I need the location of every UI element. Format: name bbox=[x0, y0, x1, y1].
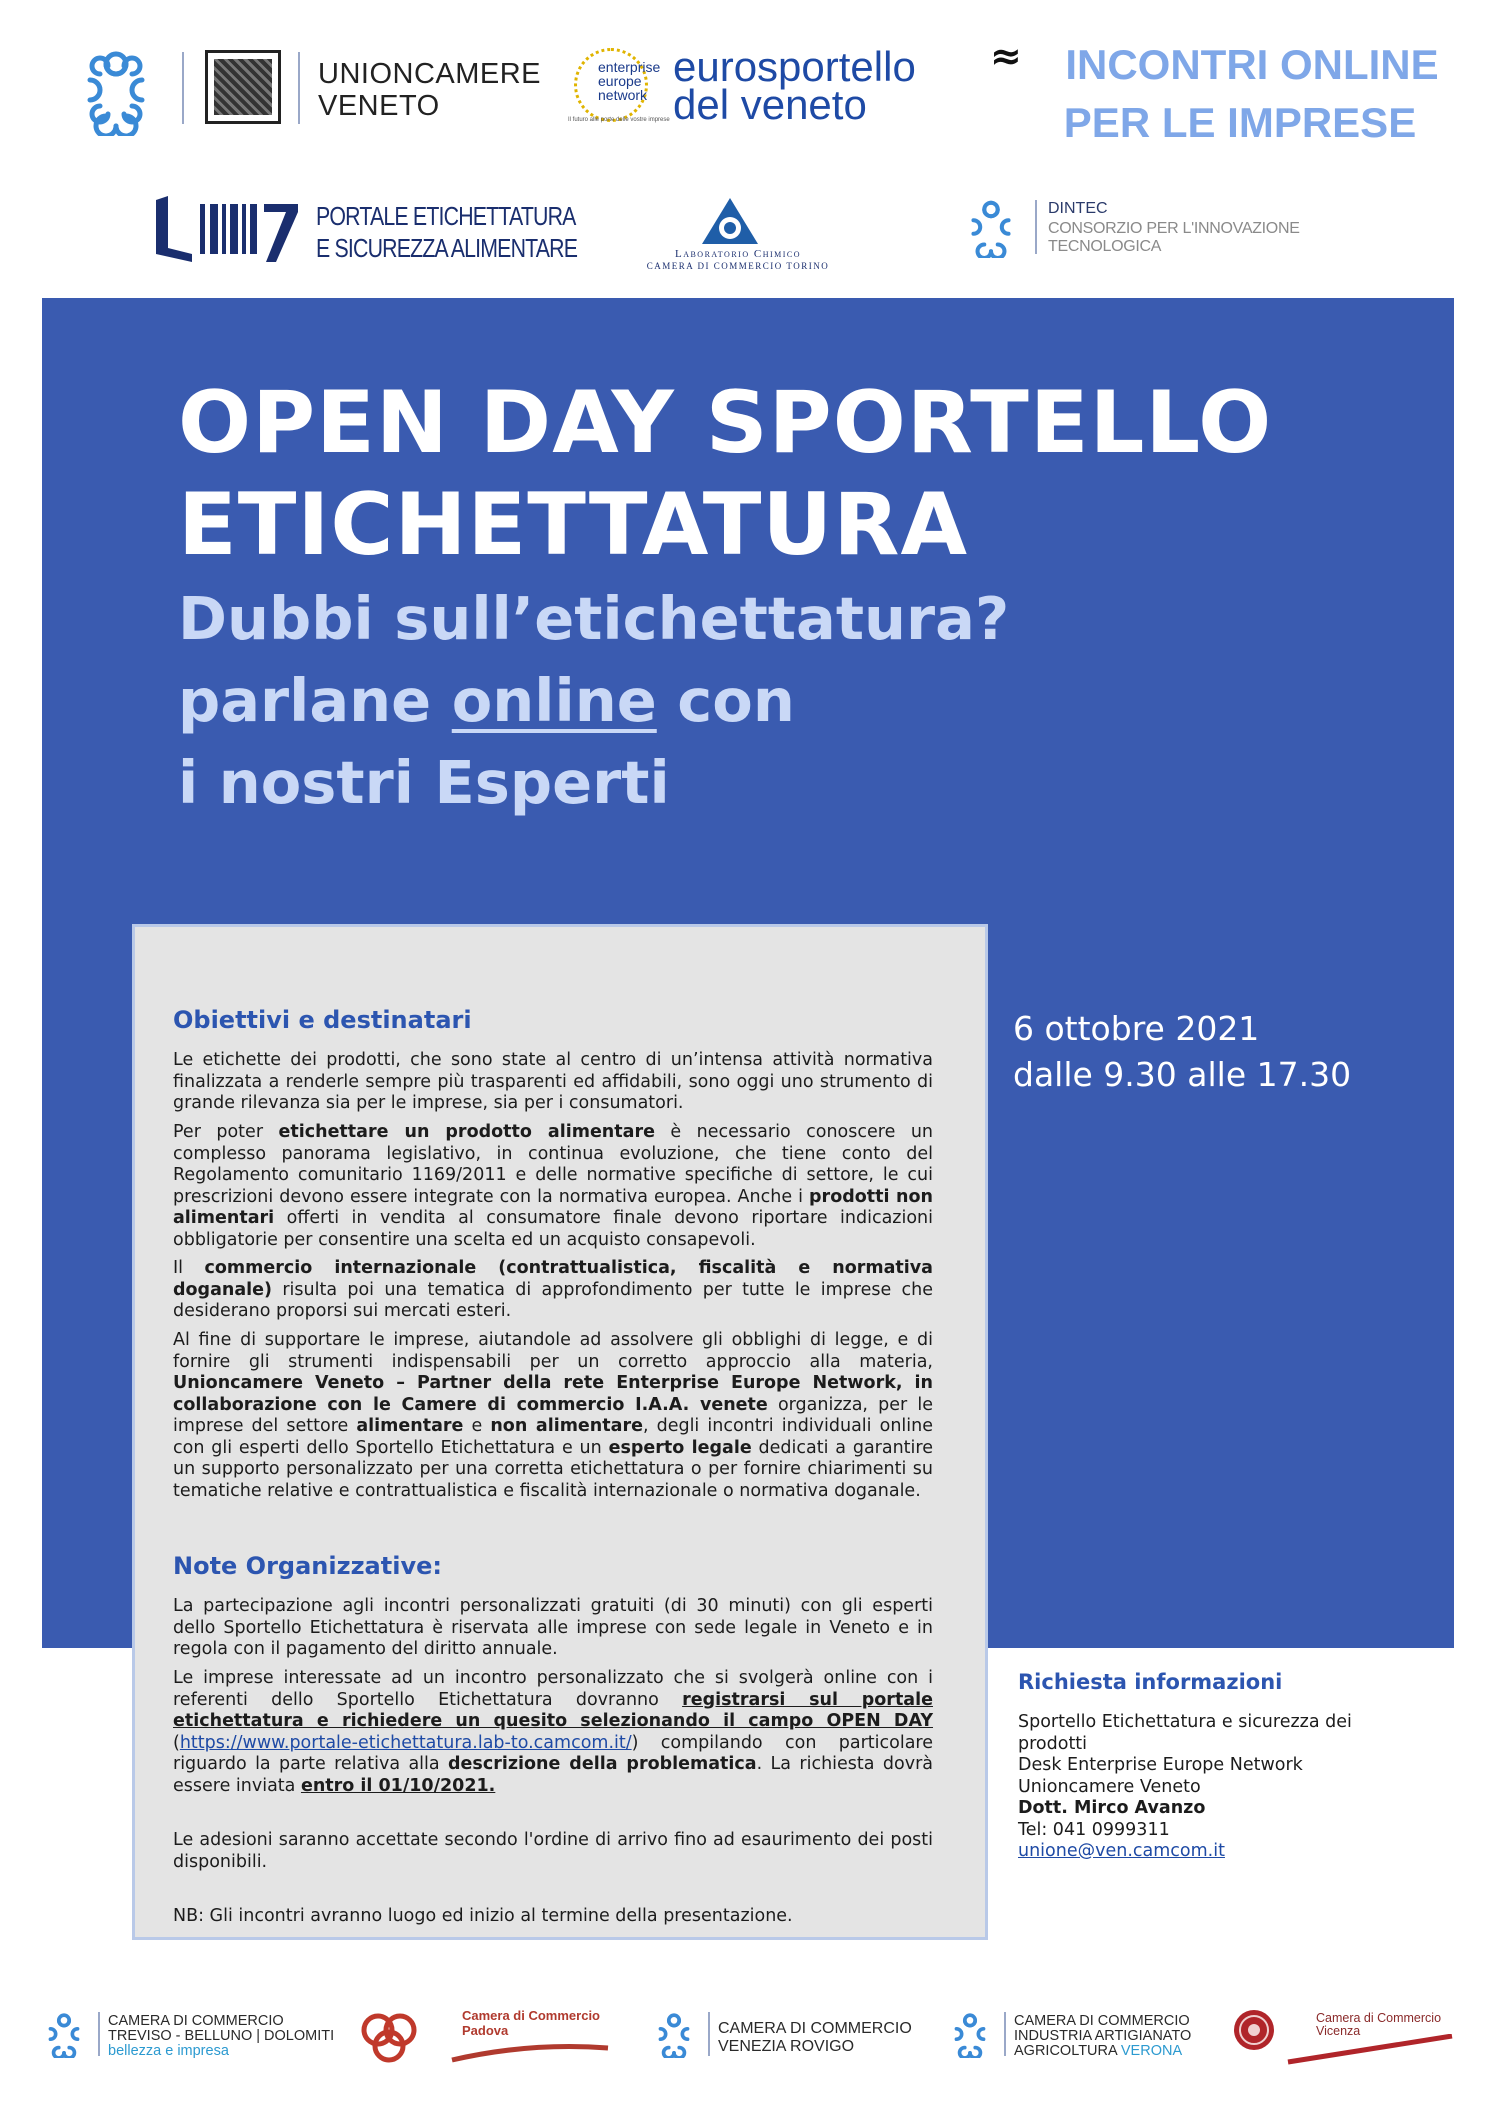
paragraph-text: dedicati a garantire un supporto personalizzato per una corretta etichettatura o per fornire chiarimenti su tematiche relative e contrattualistica e fiscalità internazionale o normativa doganale. bbox=[173, 1437, 933, 1501]
note-paragraph-1 bbox=[173, 1596, 933, 1661]
hero-subtitle bbox=[178, 578, 1378, 824]
paragraph-text: . La richiesta dovrà essere inviata bbox=[173, 1754, 933, 1796]
approx-wave-icon: ≈ bbox=[990, 34, 1022, 78]
verona-city: VERONA bbox=[1120, 2043, 1183, 2059]
venezia-swirl-icon bbox=[650, 2010, 698, 2058]
incontri-line1: INCONTRI ONLINE bbox=[1065, 41, 1439, 88]
title-line2: ETICHETTATURA bbox=[178, 475, 969, 575]
paragraph-text: Le adesioni saranno accettate secondo l'ordine di arrivo fino ad esaurimento dei posti disponibili. bbox=[173, 1830, 933, 1872]
contact-title: Richiesta informazioni bbox=[1018, 1670, 1283, 1694]
een-logo-text bbox=[598, 60, 660, 102]
bold-text: etichettare un prodotto alimentare bbox=[278, 1122, 655, 1142]
title-line1: OPEN DAY SPORTELLO bbox=[178, 373, 1273, 473]
padova-knot-icon bbox=[358, 2008, 420, 2064]
paragraph-text: La partecipazione agli incontri personalizzati gratuiti (di 30 minuti) con gli esperti dello Sportello Etichettatura è riservata alle imprese con sede legale in Veneto e in regola con il pagamento del diritto annuale. bbox=[173, 1596, 933, 1659]
paragraph-text: , degli incontri individuali online con gli esperti dello Sportello Etichettatura e un bbox=[173, 1416, 933, 1458]
dintec-subtitle bbox=[1048, 220, 1300, 256]
vicenza-swoosh-icon bbox=[1286, 2034, 1456, 2066]
verona-line3: AGRICOLTURA bbox=[1014, 2043, 1121, 2059]
treviso-line1: CAMERA DI COMMERCIO bbox=[108, 2013, 284, 2029]
contact-line: Unioncamere Veneto bbox=[1018, 1776, 1201, 1797]
paragraph-text: NB: Gli incontri avranno luogo ed inizio al termine della presentazione. bbox=[173, 1906, 793, 1926]
venezia-line1: CAMERA DI COMMERCIO bbox=[718, 2020, 912, 2037]
paragraph-text: è necessario conoscere un complesso panorama legislativo, in continua evoluzione, che tiene conto del Regolamento comunitario 1169/2011 e delle normative specifiche di settore, le cui prescrizioni devono essere integrate con la normativa europea. Anche i bbox=[173, 1122, 933, 1207]
incontri-line2: PER LE IMPRESE bbox=[1063, 99, 1417, 146]
event-date-time: dalle 9.30 alle 17.30 bbox=[1013, 1055, 1352, 1094]
portale-line2: E SICUREZZA ALIMENTARE bbox=[316, 233, 578, 263]
subtitle-text: parlane bbox=[178, 666, 452, 735]
section-title-note: Note Organizzative: bbox=[173, 1552, 442, 1580]
portale-etichettatura-logo-text bbox=[316, 200, 577, 264]
section-title-obiettivi: Obiettivi e destinatari bbox=[173, 1006, 472, 1034]
verona-line2: INDUSTRIA ARTIGIANATO bbox=[1014, 2028, 1192, 2044]
treviso-belluno-logo-text bbox=[108, 2014, 334, 2059]
logo-separator bbox=[98, 2012, 100, 2056]
bold-text: commercio internazionale (contrattualistica, fiscalità e normativa doganale) bbox=[173, 1258, 933, 1300]
page-title bbox=[178, 372, 1378, 576]
venezia-rovigo-logo-text bbox=[718, 2020, 912, 2056]
padova-line2: Padova bbox=[462, 2023, 509, 2038]
eurosportello-line2: del veneto bbox=[673, 81, 867, 128]
lion-of-st-mark-logo bbox=[205, 50, 281, 124]
subtitle-line1: Dubbi sull’etichettatura? bbox=[178, 584, 1010, 653]
unioncamere-line2: VENETO bbox=[318, 90, 440, 122]
subtitle-text: con bbox=[656, 666, 795, 735]
venezia-line2: VENEZIA ROVIGO bbox=[718, 2038, 855, 2055]
verona-line1: CAMERA DI COMMERCIO bbox=[1014, 2013, 1190, 2029]
laboratorio-chimico-logo-icon bbox=[700, 196, 760, 246]
note-paragraph-4 bbox=[173, 1906, 933, 1928]
obiettivi-paragraph-4 bbox=[173, 1330, 933, 1502]
register-instruction: registrarsi sul portale etichettatura e richiedere un quesito selezionando il campo OPEN DAY bbox=[173, 1689, 933, 1731]
treviso-line2: TREVISO - BELLUNO | DOLOMITI bbox=[108, 2028, 335, 2044]
een-line2: europe bbox=[598, 73, 642, 89]
subtitle-online-underlined: online bbox=[451, 666, 657, 735]
unioncamere-swirl-icon bbox=[70, 44, 162, 136]
paragraph-text: e bbox=[463, 1416, 491, 1436]
contact-line: Sportello Etichettatura e sicurezza dei prodotti bbox=[1018, 1712, 1352, 1754]
logo-separator bbox=[182, 52, 184, 124]
subtitle-line2 bbox=[178, 660, 1378, 742]
verona-swirl-icon bbox=[946, 2010, 994, 2058]
logo-separator bbox=[1004, 2012, 1006, 2056]
een-line3: network bbox=[598, 87, 648, 103]
contact-person: Dott. Mirco Avanzo bbox=[1018, 1798, 1206, 1818]
paragraph-text: organizza, per le imprese del settore bbox=[173, 1394, 933, 1436]
bold-text: prodotti non alimentari bbox=[173, 1186, 933, 1228]
contact-email-link[interactable]: unione@ven.camcom.it bbox=[1018, 1841, 1225, 1861]
bold-text: Unioncamere Veneto – Partner della rete Enterprise Europe Network, in collaborazione con le Camere di commercio I.A.A. venete bbox=[173, 1373, 933, 1415]
eurosportello-line1: eurosportello bbox=[673, 43, 916, 90]
padova-line1: Camera di Commercio bbox=[462, 2008, 600, 2023]
dintec-line2: TECNOLOGICA bbox=[1048, 238, 1162, 255]
padova-swoosh-icon bbox=[450, 2040, 610, 2064]
padova-logo-text bbox=[462, 2008, 600, 2038]
deadline: entro il 01/10/2021. bbox=[300, 1775, 496, 1796]
dintec-title: DINTEC bbox=[1048, 200, 1108, 217]
contact-line: Desk Enterprise Europe Network bbox=[1018, 1755, 1303, 1775]
paragraph-text: ) compilando con particolare riguardo la parte relativa alla bbox=[173, 1732, 933, 1774]
laboratorio-chimico-logo-text bbox=[628, 248, 848, 272]
unioncamere-veneto-logo-text bbox=[318, 58, 541, 122]
dintec-line1: CONSORZIO PER L'INNOVAZIONE bbox=[1048, 220, 1300, 237]
paragraph-text: Per poter bbox=[173, 1122, 279, 1142]
contact-phone: Tel: 041 0999311 bbox=[1018, 1819, 1170, 1840]
verona-logo-text bbox=[1014, 2014, 1191, 2059]
eurosportello-logo-text bbox=[673, 43, 916, 128]
vicenza-seal-icon bbox=[1232, 2008, 1276, 2052]
treviso-swirl-icon bbox=[40, 2010, 88, 2058]
vicenza-line1: Camera di Commercio bbox=[1316, 2011, 1442, 2025]
laboratorio-line2: CAMERA DI COMMERCIO TORINO bbox=[646, 261, 830, 271]
bold-text: descrizione della problematica bbox=[448, 1754, 757, 1774]
treviso-line3: bellezza e impresa bbox=[108, 2043, 229, 2059]
portale-link[interactable]: https://www.portale-etichettatura.lab-to.camcom.it/ bbox=[179, 1732, 632, 1753]
logo-separator bbox=[708, 2012, 710, 2056]
event-date bbox=[1013, 1006, 1351, 1098]
paragraph-text: Il bbox=[173, 1258, 205, 1278]
portale-line1: PORTALE ETICHETTATURA bbox=[316, 201, 576, 231]
paragraph-text: Le imprese interessate ad un incontro personalizzato che si svolgerà online con i referenti dello Sportello Etichettatura dovranno bbox=[173, 1668, 933, 1710]
note-paragraph-3 bbox=[173, 1830, 933, 1873]
paragraph-text: Al fine di supportare le imprese, aiutandole ad assolvere gli obblighi di legge, e di fornire gli strumenti indispensabili per un corretto approccio alla materia, bbox=[173, 1330, 933, 1372]
paragraph-text: offerti in vendita al consumatore finale devono riportare indicazioni obbligatorie per consentire una scelta ed un acquisto consapevoli. bbox=[173, 1208, 933, 1250]
een-line1: enterprise bbox=[598, 59, 661, 75]
laboratorio-line1: Laboratorio Chimico bbox=[674, 248, 802, 260]
een-tagline: Il futuro alle porte delle vostre imprese bbox=[568, 117, 670, 123]
obiettivi-paragraph-1 bbox=[173, 1050, 933, 1115]
contact-details bbox=[1018, 1712, 1418, 1863]
paragraph-text: risulta poi una tematica di approfondimento per tutte le imprese che desiderano proporsi sui mercati esteri. bbox=[173, 1279, 933, 1321]
paragraph-text: ( bbox=[173, 1732, 180, 1753]
event-date-day: 6 ottobre 2021 bbox=[1013, 1009, 1260, 1048]
vicenza-line2: Vicenza bbox=[1316, 2024, 1361, 2038]
logo-separator bbox=[298, 52, 300, 124]
incontri-online-heading bbox=[990, 36, 1470, 152]
logo-separator bbox=[1035, 200, 1037, 254]
unioncamere-line1: UNIONCAMERE bbox=[318, 58, 542, 90]
obiettivi-paragraph-2 bbox=[173, 1122, 933, 1251]
note-paragraph-2 bbox=[173, 1668, 933, 1797]
paragraph-text: Le etichette dei prodotti, che sono state al centro di un’intensa attività normativa finalizzata a renderle sempre più trasparenti ed affidabili, sono oggi uno strumento di grande rilevanza sia per le imprese, sia per i consumatori. bbox=[173, 1050, 933, 1113]
subtitle-line3: i nostri Esperti bbox=[178, 748, 670, 817]
bold-text: non alimentare bbox=[490, 1416, 643, 1436]
bold-text: esperto legale bbox=[608, 1437, 752, 1458]
dintec-swirl-icon bbox=[960, 196, 1022, 258]
barcode-logo-icon bbox=[148, 196, 308, 266]
obiettivi-paragraph-3 bbox=[173, 1258, 933, 1323]
bold-text: alimentare bbox=[356, 1416, 464, 1436]
